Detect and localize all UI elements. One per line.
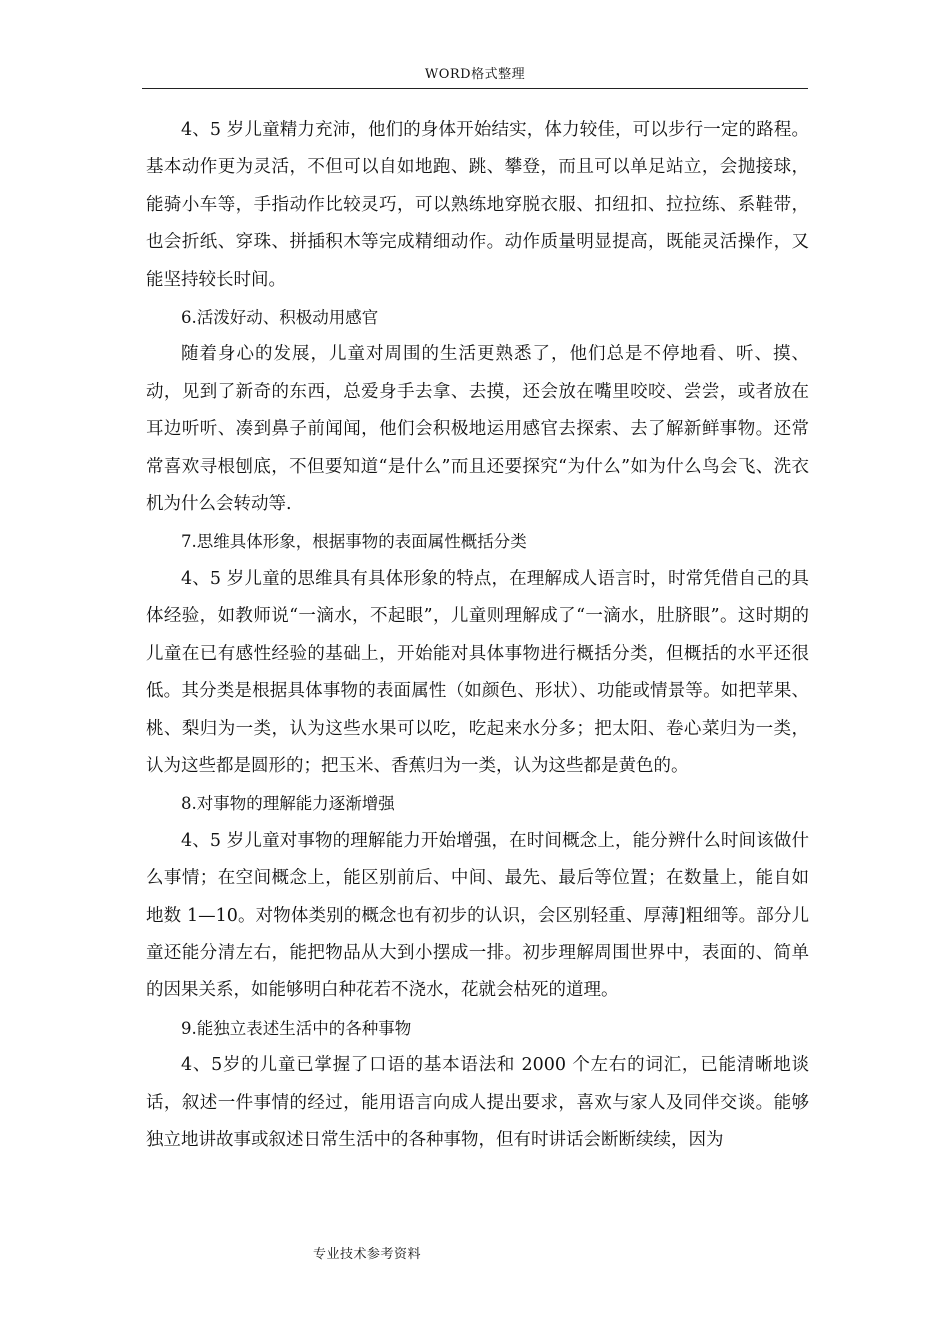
paragraph-senses: 随着身心的发展，儿童对周围的生活更熟悉了，他们总是不停地看、听、摸、动，见到了新奇的东西，总爱身手去拿、去摸，还会放在嘴里咬咬、尝尝，或者放在耳边听听、凑到鼻子前闻闻，他们会积极地运用感官去探索、去了解新鲜事物。还常常喜欢寻根刨底，不但要知道“是什么”而且还要探究“为什么”如为什么鸟会飞、洗衣机为什么会转动等. [146,344,809,515]
paragraph-thinking: 4、5 岁儿童的思维具有具体形象的特点，在理解成人语言时，时常凭借自己的具体经验，如教师说“一滴水，不起眼”，儿童则理解成了“一滴水，肚脐眼”。这时期的儿童在已有感性经验的基础上，开始能对具体事物进行概括分类，但概括的水平还很低。其分类是根据具体事物的表面属性（如颜色、形状）、功能或情景等。如把苹果、桃、梨归为一类，认为这些水果可以吃，吃起来水分多；把太阳、卷心菜归为一类，认为这些都是圆形的；把玉米、香蕉归为一类，认为这些都是黄色的。 [146,568,809,776]
header-divider [142,88,808,89]
page-footer: 专业技术参考资料 [313,1247,422,1262]
section-heading-7: 7.思维具体形象，根据事物的表面属性概括分类 [181,532,527,552]
section-heading-6: 6.活泼好动、积极动用感官 [181,308,379,328]
paragraph-physical-development: 4、5 岁儿童精力充沛，他们的身体开始结实，体力较佳，可以步行一定的路程。基本动作更为灵活，不但可以自如地跑、跳、攀登，而且可以单足站立，会抛接球，能骑小车等，手指动作比较灵巧，可以熟练地穿脱衣服、扣纽扣、拉拉练、系鞋带，也会折纸、穿珠、拼插积木等完成精细动作。动作质量明显提高，既能灵活操作，又能坚持较长时间。 [146,120,809,290]
paragraph-expression: 4、5岁的儿童已掌握了口语的基本语法和 2000 个左右的词汇，已能清晰地谈话，叙述一件事情的经过，能用语言向成人提出要求，喜欢与家人及同伴交谈。能够独立地讲故事或叙述日常生活中的各种事物，但有时讲话会断断续续，因为 [146,1055,809,1150]
page-header: WORD格式整理 [424,67,526,82]
section-heading-9: 9.能独立表述生活中的各种事物 [181,1018,412,1038]
document-body [146,112,809,1159]
section-heading-8: 8.对事物的理解能力逐渐增强 [181,794,395,814]
paragraph-understanding: 4、5 岁儿童对事物的理解能力开始增强，在时间概念上，能分辨什么时间该做什么事情；在空间概念上，能区别前后、中间、最先、最后等位置；在数量上，能自如地数 1—10。对物体类别的概念也有初步的认识，会区别轻重、厚薄]粗细等。部分儿童还能分清左右，能把物品从大到小摆成一排。初步理解周围世界中，表面的、简单的因果关系，如能够明白种花若不浇水，花就会枯死的道理。 [146,830,809,1001]
